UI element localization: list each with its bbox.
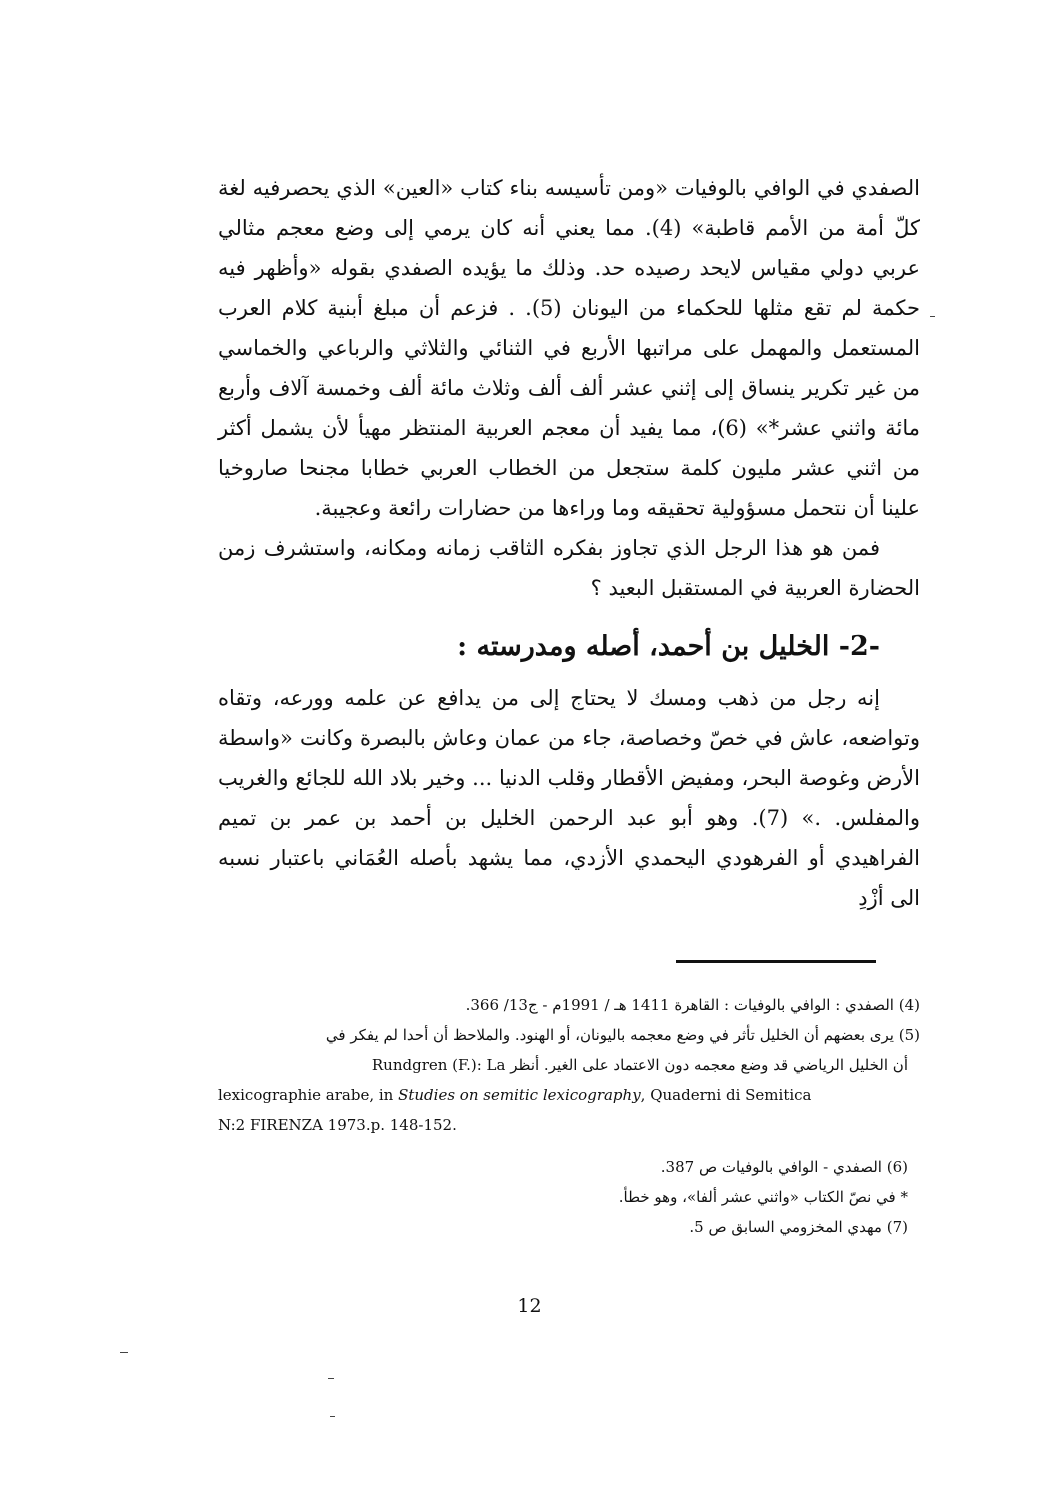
section-heading: -2- الخليل بن أحمد، أصله ومدرسته : [457, 631, 880, 662]
footnote-5-book-title: Studies on semitic lexicography [398, 1086, 641, 1104]
footnote-5-line-3 [218, 1080, 920, 1110]
footnote-5-line-2 [218, 1050, 920, 1080]
footnote-5-latin-part-b: , Quaderni di Semitica [640, 1086, 812, 1104]
scan-artifact-mark [930, 316, 935, 317]
footnote-star: * في نصّ الكتاب «واثني عشر ألفا»، وهو خطأ. [618, 1188, 908, 1206]
footnote-5-line-4: N:2 FIRENZA 1973.p. 148-152. [218, 1116, 457, 1134]
footnotes-group-2 [218, 1152, 920, 1242]
footnote-5-latin-part-a: lexicographie arabe, in [218, 1086, 399, 1104]
footnote-separator [676, 960, 876, 963]
footnote-4: (4) الصفدي : الوافي بالوفيات : القاهرة 1411 هـ / 1991م - ج13/ 366. [465, 996, 920, 1014]
paragraph-1: الصفدي في الوافي بالوفيات «ومن تأسيسه بناء كتاب «العين» الذي يحصرفيه لغة كلّ أمة من الأمم قاطبة» (4). مما يعني أنه كان يرمي إلى وضع معجم مثالي عربي دولي مقياس لايحد رصيده حد. وذلك ما يؤيده الصفدي بقوله «وأظهر فيه حكمة لم تقع مثلها للحكماء من اليونان (5). . فزعم أن مبلغ أبنية كلام العرب المستعمل والمهمل على مراتبها الأربع في الثنائي والثلاثي والرباعي والخماسي من غير تكرير ينساق إلى إثني عشر ألف ألف وثلاث مائة ألف وخمسة آلاف وأربع مائة واثني عشر*» (6)، مما يفيد أن معجم العربية المنتظر مهيأ لأن يشمل أكثر من اثني عشر مليون كلمة ستجعل من الخطاب العربي خطابا مجنحا صاروخيا علينا أن نتحمل مسؤولية تحقيقه وما وراءها من حضارات رائعة وعجيبة. [218, 176, 921, 520]
scan-artifact-mark [328, 1378, 334, 1379]
paragraph-2: فمن هو هذا الرجل الذي تجاوز بفكره الثاقب زمانه ومكانه، واستشرف زمن الحضارة العربية في المستقبل البعيد ؟ [218, 536, 920, 600]
paragraph-3: إنه رجل من ذهب ومسك لا يحتاج إلى من يدافع عن علمه وورعه، وتقاه وتواضعه، عاش في خصّ وخصاصة، جاء من عمان وعاش بالبصرة وكانت «واسطة الأرض وغوصة البحر، ومفيض الأقطار وقلب الدنيا ... وخير بلاد الله للجائع والغريب والمفلس. .» (7). وهو أبو عبد الرحمن الخليل بن أحمد بن عمر بن تميم الفراهيدي أو الفرهودي اليحمدي الأزدي، مما يشهد بأصله العُمَاني باعتبار نسبه الى أزْدِ [218, 686, 921, 910]
footnote-5-arabic-text: أن الخليل الرياضي قد وضع معجمه دون الاعتماد على الغير. أنظر [510, 1056, 908, 1074]
scan-artifact-mark [330, 1416, 335, 1417]
footnote-5-line-1: (5) يرى بعضهم أن الخليل تأثر في وضع معجمه باليونان، أو الهنود. والملاحظ أن أحدا لم يفكر في [325, 1026, 920, 1044]
footnote-7: (7) مهدي المخزومي السابق ص 5. [689, 1218, 908, 1236]
footnotes [218, 990, 920, 1242]
footnote-6: (6) الصفدي - الوافي بالوفيات ص 387. [660, 1158, 908, 1176]
body-text [218, 168, 920, 918]
scan-artifact-mark [120, 1352, 128, 1353]
footnote-5-author: Rundgren (F.): La [371, 1056, 506, 1074]
page-number: 12 [517, 1295, 542, 1317]
